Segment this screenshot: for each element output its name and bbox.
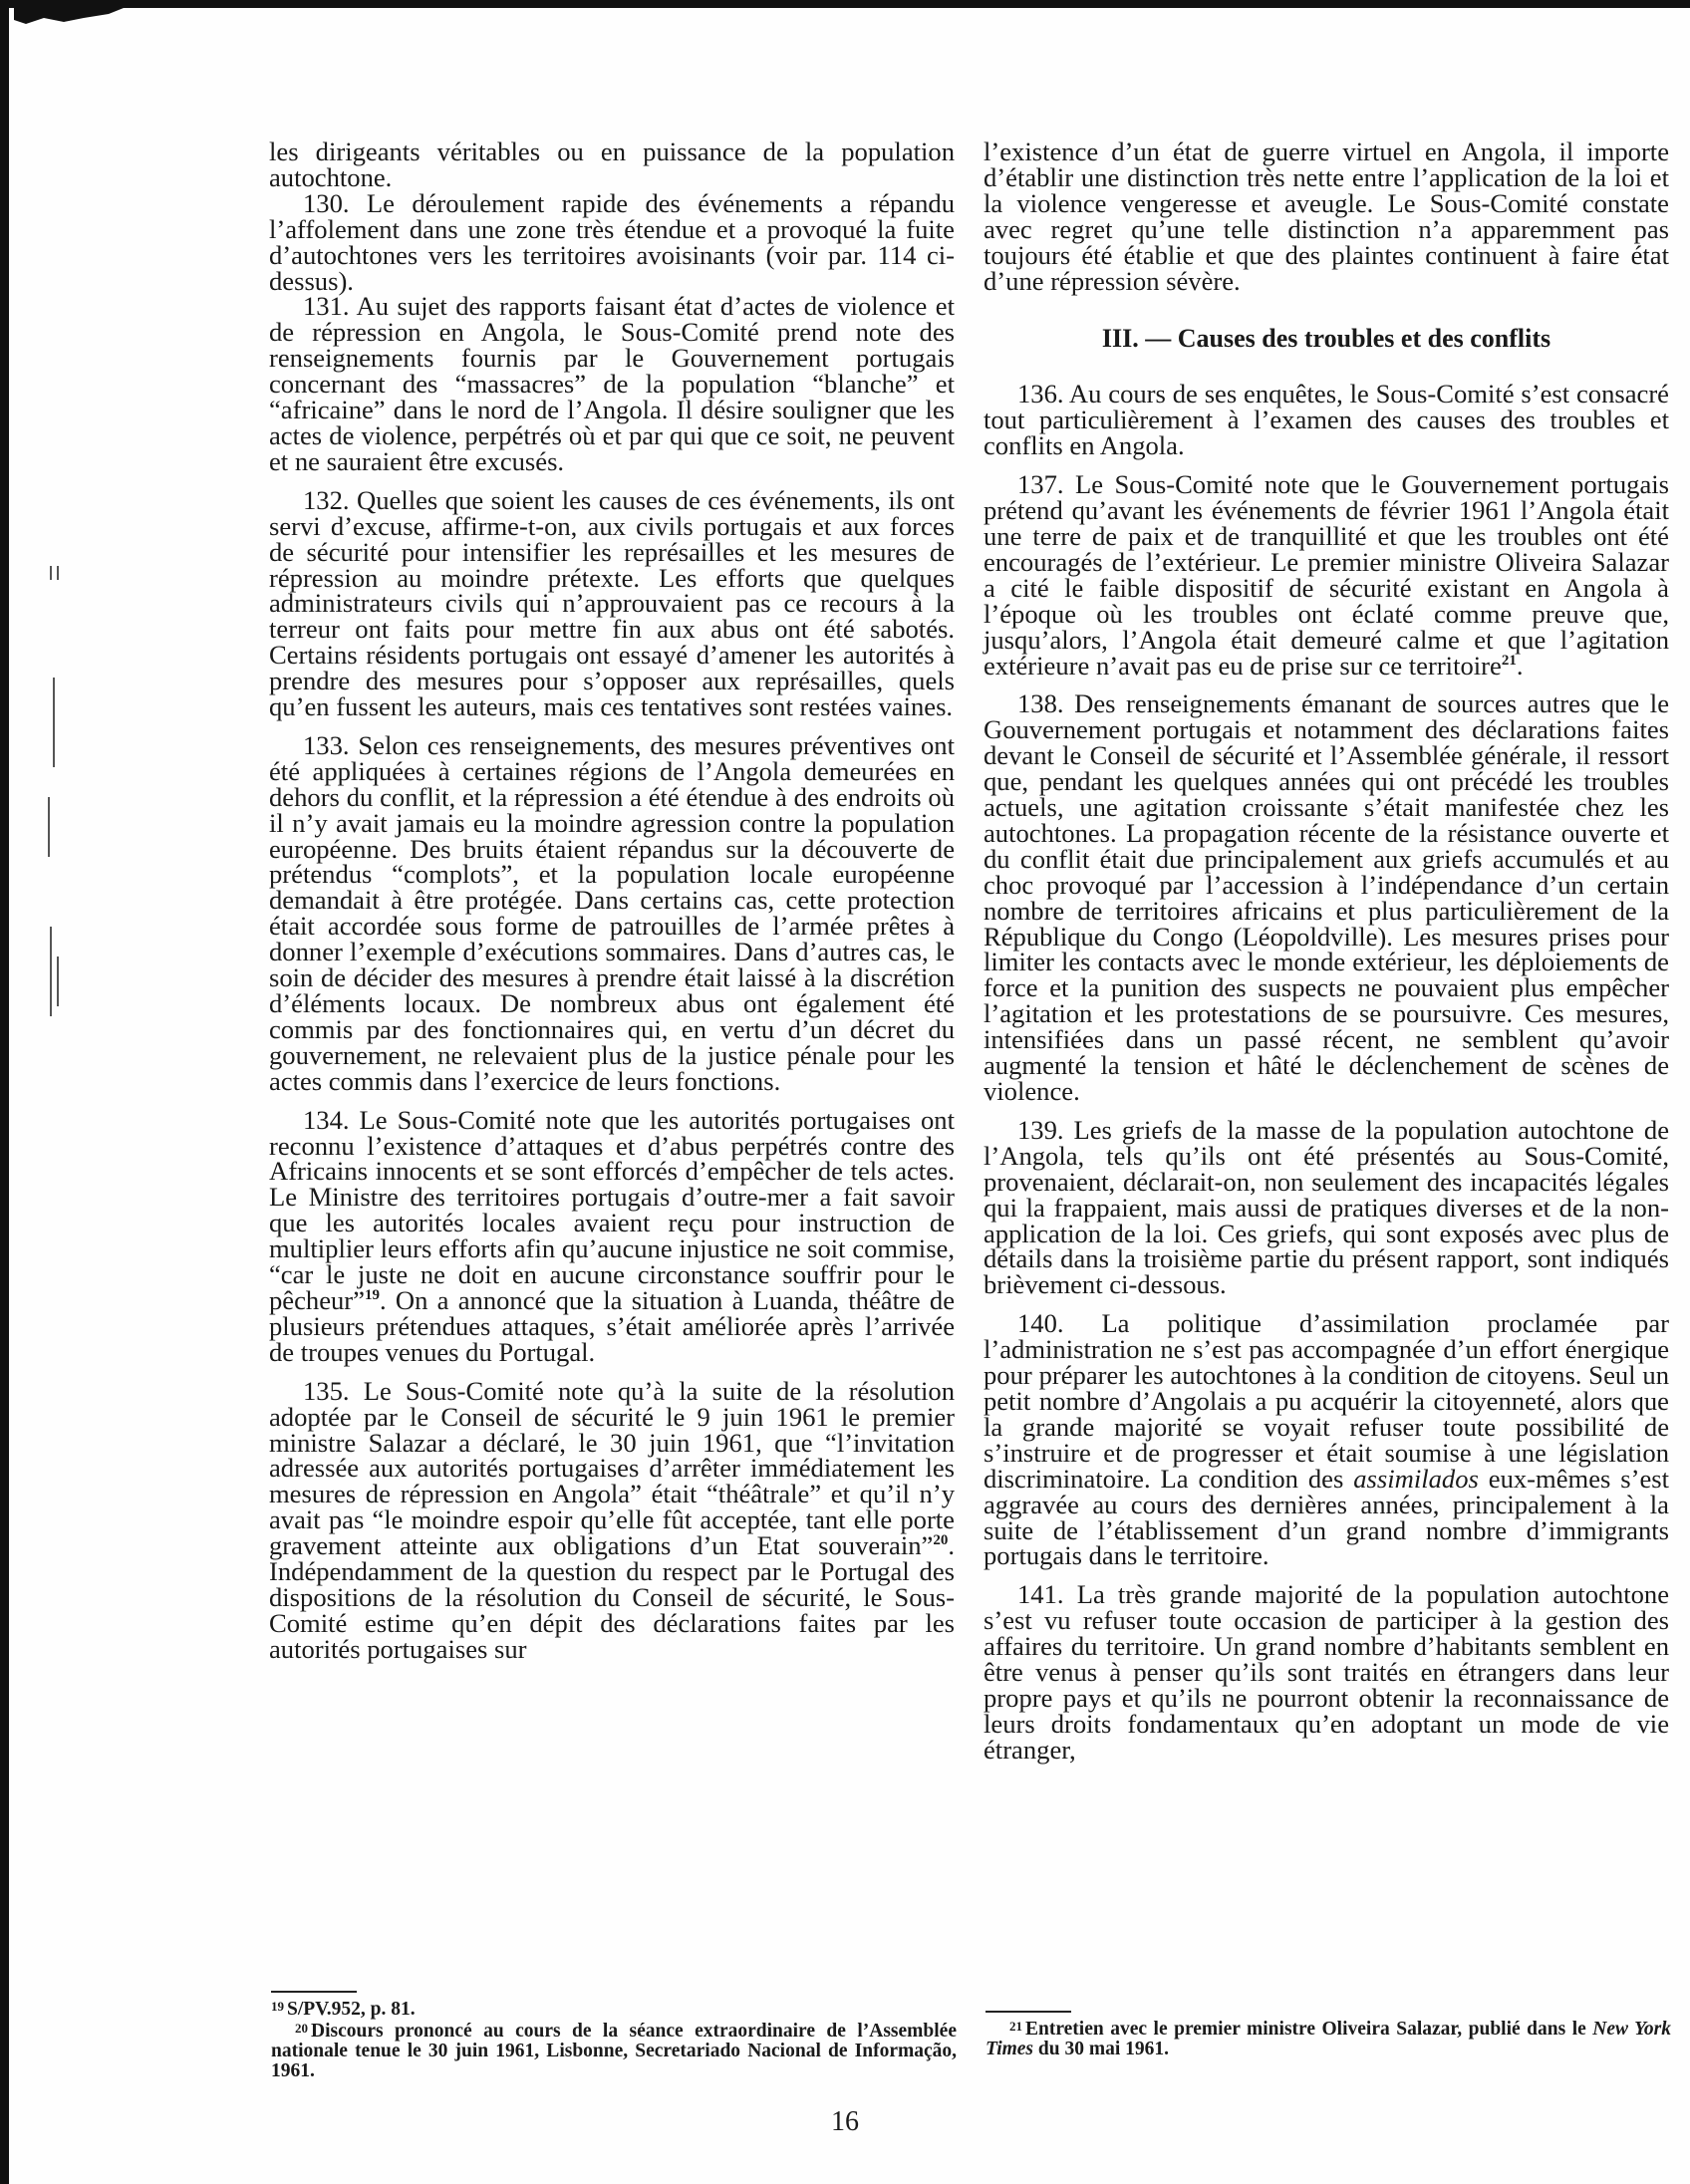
newspaper-title: New York Times [986,2019,1671,2059]
footnote-ref-20: 20 [933,1532,949,1549]
scan-corner-mark [14,8,124,38]
margin-mark [50,927,52,1016]
paragraph-continuation: les dirigeants véritables ou en puissance de la population autochtone. [269,136,955,192]
paragraph-139: 139. Les griefs de la masse de la population autochtone de l’Angola, tels qu’ils ont été présentés au Sous-Comité, provenaient, déclarait-on, non seulement des incapacités légales qui la frappaient, mais aussi de pratiques diverses et de la non-application de la loi. Ces griefs, qui sont exposés avec plus de détails dans la troisième partie du présent rapport, sont indiqués brièvement ci-dessous. [984,1114,1669,1300]
paragraph-135-text: 135. Le Sous-Comité note qu’à la suite de la résolution adoptée par le Conseil de sécurité le 9 juin 1961 le premier ministre Salazar a déclaré, le 30 juin 1961, que “l’invitation adressée aux autorités portugaises d’arrêter immédiatement les mesures de répression en Angola” était “théâtrale” et qu’il n’y avait pas “le moindre espoir qu’elle fût acceptée, tant elle porte gravement atteinte aux obligations d’un Etat souverain” [269,1375,955,1561]
paragraph-132: 132. Quelles que soient les causes de ces événements, ils ont servi d’excuse, affirme-t-on, aux civils portugais et aux forces de sécurité pour intensifier les représailles et les mesures de répression au moindre prétexte. Les efforts que quelques administrateurs civils qui n’approuvaient pas ce recours à la terreur ont faits pour mettre fin aux abus ont été sabotés. Certains résidents portugais ont essayé d’amener les autorités à prendre des mesures pour s’opposer aux représailles, quels qu’en fussent les auteurs, mais ces tentatives sont restées vaines. [269,484,955,722]
paragraph-135-tail: . Indépendamment de la question du respect par le Portugal des dispositions de la résolution du Conseil de sécurité, le Sous-Comité estime qu’en dépit des déclarations faites par les autorités portugaises sur [269,1530,955,1664]
paragraph-140-tail: eux-mêmes s’est aggravée au cours des dernières années, principalement à la suite de l’établissement d’un grand nombre d’immigrants portugais dans le territoire. [984,1463,1670,1571]
paragraph-134-text: 134. Le Sous-Comité note que les autorités portugaises ont reconnu l’existence d’attaques et d’abus perpétrés contre des Africains innocents et se sont efforcés d’empêcher de tels actes. Le Ministre des territoires portugais d’outre-mer a fait savoir que les autorités locales avaient reçu pour instruction de multiplier leurs efforts afin qu’aucune injustice ne soit commise, “car le juste ne doit en aucune circonstance souffrir pour le pêcheur” [269,1104,955,1315]
paragraph-140 [984,1308,1670,1571]
page-number: 16 [831,2106,859,2137]
footnote-tail: du 30 mai 1961. [1033,2039,1170,2059]
paragraph-138: 138. Des renseignements émanant de sources autres que le Gouvernement portugais et notamment des déclarations faites devant le Conseil de sécurité et l’Assemblée générale, il ressort que, pendant les quelques années qui ont précédé les troubles actuels, une agitation croissante s’était manifestée chez les autochtones. La propagation récente de la résistance ouverte et du conflit était due principalement aux griefs accumulés et au choc provoqué par l’accession à l’indépendance d’un certain nombre de territoires africains et plus particulièrement de la République du Congo (Léopoldville). Les mesures prises pour limiter les contacts avec le monde extérieur, les déploiements de force et la punition des suspects ne pouvaient plus empêcher l’agitation et les protestations de se poursuivre. Ces mesures, intensifiées dans un passé récent, ne semblent qu’avoir augmenté la tension et hâté le déclenchement de scènes de violence. [984,688,1669,1106]
left-column [269,136,955,1664]
right-column [984,136,1670,1765]
footnote-text: Discours prononcé au cours de la séance extraordinaire de l’Assemblée nationale tenue le 30 juin 1961, Lisbonne, Secretariado Nacional de Informação, 1961. [271,2021,957,2081]
paragraph-141: 141. La très grande majorité de la population autochtone s’est vu refuser toute occasion de participer à la gestion des affaires du territoire. Un grand nombre d’habitants semblent en être venus à penser qu’ils sont traités en étrangers dans leur propre pays et qu’ils ne pourront obtenir la reconnaissance de leurs droits fondamentaux qu’en adoptant un mode de vie étranger, [984,1579,1669,1765]
scan-edge-left [0,0,9,2184]
footnote-text: S/PV.952, p. 81. [287,1999,416,2020]
section-heading: III. — Causes des troubles et des conflits [1101,324,1551,354]
paragraph-137 [984,469,1669,681]
footnote-number: 19 [271,1999,284,2014]
footnote-19 [271,1997,957,2020]
paragraph-131: 131. Au sujet des rapports faisant état d’actes de violence et de répression en Angola, le Sous-Comité prend note des renseignements fournis par le Gouvernement portugais concernant des “massacres” de la population “blanche” et “africaine” dans le nord de l’Angola. Il désire souligner que les actes de violence, perpétrés où et par qui que ce soit, ne peuvent et ne sauraient être excusés. [269,291,955,476]
paragraph-137-tail: . [1516,650,1524,681]
footnote-rule-left [271,1991,357,1993]
footnote-ref-21: 21 [1501,652,1517,669]
paragraph-130: 130. Le déroulement rapide des événements a répandu l’affolement dans une zone très étendue et a provoqué la fuite d’autochtones vers les territoires avoisinants (voir par. 114 ci-dessus). [269,187,955,296]
footnote-21 [986,2017,1671,2059]
footnote-ref-19: 19 [364,1287,380,1304]
footnote-20 [271,2019,957,2081]
footnote-rule-right [986,2011,1071,2013]
paragraph-135 [269,1375,955,1664]
footnote-number: 21 [1009,2019,1022,2034]
footnote-text: Entretien avec le premier ministre Oliveira Salazar, publié dans le [1025,2019,1593,2040]
assimilados-term: assimilados [1353,1463,1479,1494]
margin-mark [57,956,59,1006]
paragraph-135-continuation: l’existence d’un état de guerre virtuel en Angola, il importe d’établir une distinction très nette entre l’application de la loi et la violence vengeresse et aveugle. Le Sous-Comité constate avec regret qu’une telle distinction n’a apparemment pas toujours été établie et que des plaintes continuent à faire état d’une répression sévère. [984,136,1669,296]
margin-mark [48,797,50,857]
scan-edge-top [0,0,1690,8]
paragraph-136: 136. Au cours de ses enquêtes, le Sous-Comité s’est consacré tout particulièrement à l’examen des causes des troubles et conflits en Angola. [984,379,1669,461]
paragraph-137-text: 137. Le Sous-Comité note que le Gouvernement portugais prétend qu’avant les événements de février 1961 l’Angola était une terre de paix et de tranquillité et que les troubles ont été encouragés de l’extérieur. Le premier ministre Oliveira Salazar a cité le faible dispositif de sécurité existant en Angola à l’époque où les troubles ont éclaté comme preuve que, jusqu’alors, l’Angola était demeuré calme et que l’agitation extérieure n’avait pas eu de prise sur ce territoire [984,469,1669,681]
paragraph-140-text: 140. La politique d’assimilation proclamée par l’administration ne s’est pas accompagnée d’un effort énergique pour préparer les autochtones à la condition de citoyens. Seul un petit nombre d’Angolais a pu acquérir la citoyenneté, alors que la grande majorité se voyait refuser toute possibilité de s’instruire et de progresser et était soumise à une législation discriminatoire. La condition des [984,1308,1669,1494]
margin-mark [53,678,55,767]
paragraph-134-tail: . On a annoncé que la situation à Luanda, théâtre de plusieurs prétendues attaques, s’était améliorée après l’arrivée de troupes venues du Portugal. [269,1284,955,1367]
margin-mark [50,566,52,580]
margin-mark [57,566,59,580]
paragraph-133: 133. Selon ces renseignements, des mesures préventives ont été appliquées à certaines régions de l’Angola demeurées en dehors du conflit, et la répression a été étendue à des endroits où il n’y avait jamais eu la moindre agression contre la population européenne. Des bruits étaient répandus sur la découverte de prétendus “complots”, et la population locale européenne demandait à être protégée. Dans certains cas, cette protection était accordée sous forme de patrouilles de l’armée prêtes à donner l’exemple d’exécutions sommaires. Dans d’autres cas, le soin de décider des mesures à prendre était laissé à la discrétion d’éléments locaux. De nombreux abus ont également été commis par des fonctionnaires qui, en vertu d’un décret du gouvernement, ne relevaient plus de la justice pénale pour les actes commis dans l’exercice de leurs fonctions. [269,729,955,1096]
paragraph-134 [269,1104,955,1367]
footnote-number: 20 [295,2021,308,2036]
